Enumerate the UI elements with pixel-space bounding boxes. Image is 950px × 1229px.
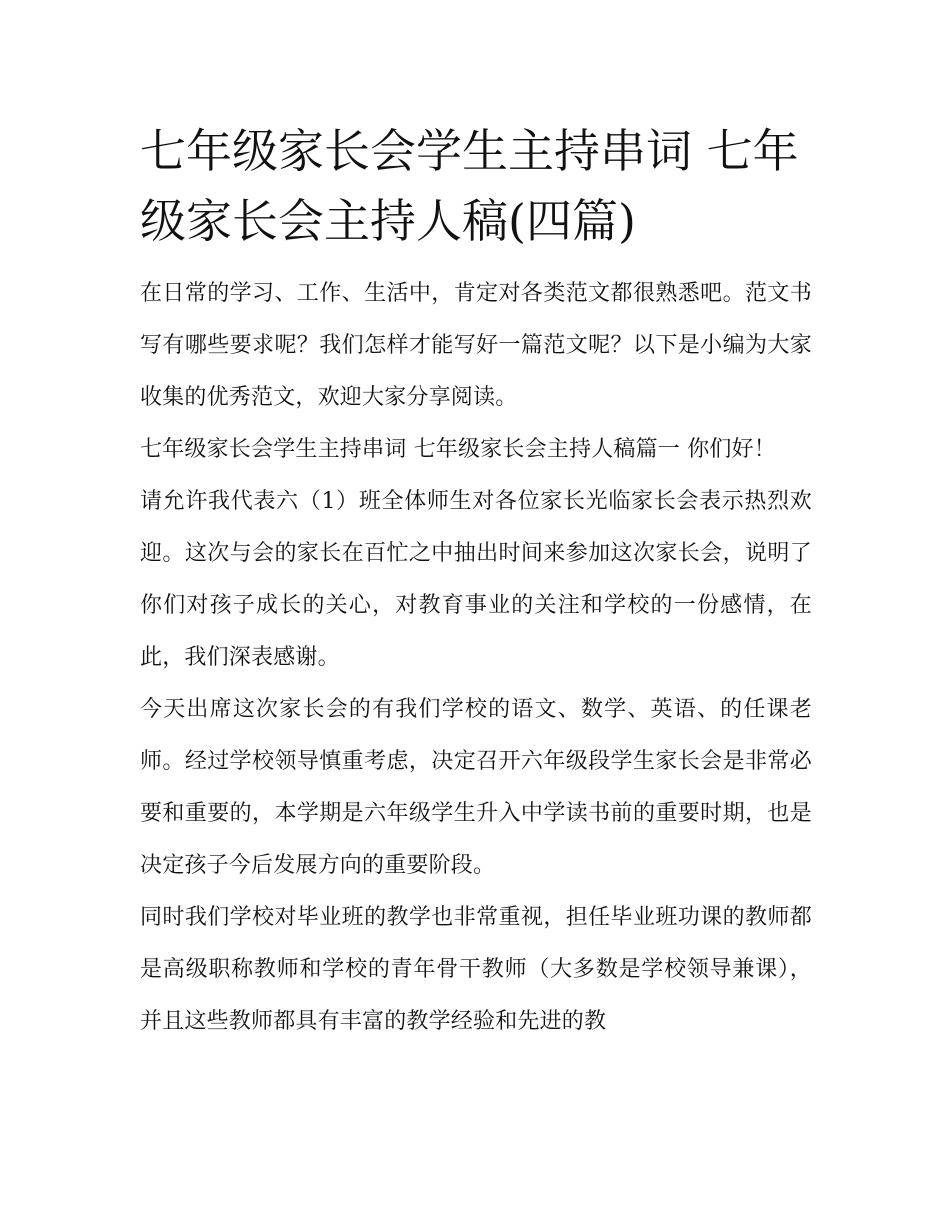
paragraph-welcome: 请允许我代表六（1）班全体师生对各位家长光临家长会表示热烈欢迎。这次与会的家长在百忙之中抽出时间来参加这次家长会，说明了你们对孩子成长的关心，对教育事业的关注和学校的一份感情，在此，我们深表感谢。 [140,489,812,670]
document-title: 七年级家长会学生主持串词 七年级家长会主持人稿(四篇) [140,124,799,248]
paragraph-teachers: 今天出席这次家长会的有我们学校的语文、数学、英语、的任课老师。经过学校领导慎重考虑，决定召开六年级段学生家长会是非常必要和重要的，本学期是六年级学生升入中学读书前的重要时期，也是决定孩子今后发展方向的重要阶段。 [140,697,812,878]
document-body [140,116,812,1048]
paragraph-greeting: 七年级家长会学生主持串词 七年级家长会主持人稿篇一 你们好！ [140,437,776,462]
paragraph-intro: 在日常的学习、工作、生活中，肯定对各类范文都很熟悉吧。范文书写有哪些要求呢？我们怎样才能写好一篇范文呢？以下是小编为大家收集的优秀范文，欢迎大家分享阅读。 [140,281,812,410]
paragraph-graduating-class: 同时我们学校对毕业班的教学也非常重视，担任毕业班功课的教师都是高级职称教师和学校的青年骨干教师（大多数是学校领导兼课），并且这些教师都具有丰富的教学经验和先进的教 [140,905,812,1034]
